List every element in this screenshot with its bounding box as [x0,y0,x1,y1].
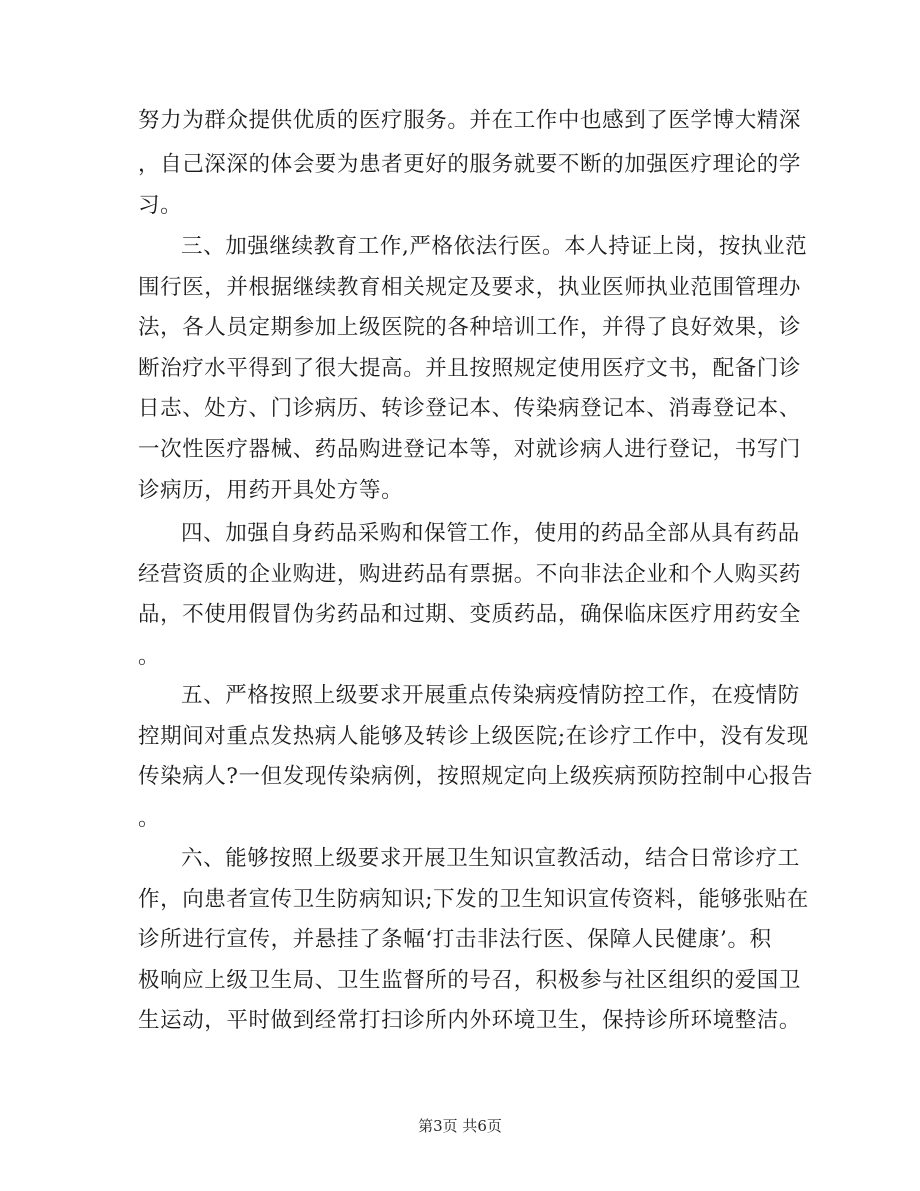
paragraph-2-line-3: 法，各人员定期参加上级医院的各种培训工作，并得了良好效果，诊 [138,315,802,340]
paragraph-3-line-1: 四、加强自身药品采购和保管工作，使用的药品全部从具有药品 [181,521,800,546]
paragraph-1-line-3: 习。 [138,193,183,218]
paragraph-3-line-3: 品，不使用假冒伪劣药品和过期、变质药品，确保临床医疗用药安全 [138,602,802,627]
paragraph-1-line-1: 努力为群众提供优质的医疗服务。并在工作中也感到了医学博大精深 [138,108,802,133]
paragraph-2-line-7: 诊病历，用药开具处方等。 [138,478,404,503]
paragraph-5-line-2: 作，向患者宣传卫生防病知识;下发的卫生知识宣传资料，能够张贴在 [138,887,809,912]
paragraph-2-line-5: 日志、处方、门诊病历、转诊登记本、传染病登记本、消毒登记本、 [138,396,802,421]
page-number-footer: 第3页 共6页 [418,1117,502,1135]
paragraph-2-line-6: 一次性医疗器械、药品购进登记本等，对就诊病人进行登记，书写门 [138,437,802,462]
paragraph-5-line-4: 极响应上级卫生局、卫生监督所的号召，积极参与社区组织的爱国卫 [138,968,802,993]
paragraph-3-line-2: 经营资质的企业购进，购进药品有票据。不向非法企业和个人购买药 [138,562,802,587]
paragraph-2-line-2: 围行医，并根据继续教育相关规定及要求，执业医师执业范围管理办 [138,275,802,300]
paragraph-4-line-1: 五、严格按照上级要求开展重点传染病疫情防控工作，在疫情防 [181,683,800,708]
paragraph-4-line-2: 控期间对重点发热病人能够及转诊上级医院;在诊疗工作中，没有发现 [138,724,809,749]
paragraph-2-line-1: 三、加强继续教育工作,严格依法行医。本人持证上岗，按执业范 [181,234,808,259]
paragraph-2-line-4: 断治疗水平得到了很大提高。并且按照规定使用医疗文书，配备门诊 [138,356,802,381]
paragraph-4-line-3: 传染病人?一但发现传染病例，按照规定向上级疾病预防控制中心报告 [138,764,814,789]
paragraph-5-line-5: 生运动，平时做到经常打扫诊所内外环境卫生，保持诊所环境整洁。 [138,1008,802,1033]
paragraph-3-line-4: 。 [138,644,161,669]
paragraph-1-line-2: ，自己深深的体会要为患者更好的服务就要不断的加强医疗理论的学 [138,152,802,177]
paragraph-5-line-3: 诊所进行宣传，并悬挂了条幅‘打击非法行医、保障人民健康’。积 [138,927,772,952]
paragraph-4-line-4: 。 [138,806,161,831]
paragraph-5-line-1: 六、能够按照上级要求开展卫生知识宣教活动，结合日常诊疗工 [181,846,800,871]
